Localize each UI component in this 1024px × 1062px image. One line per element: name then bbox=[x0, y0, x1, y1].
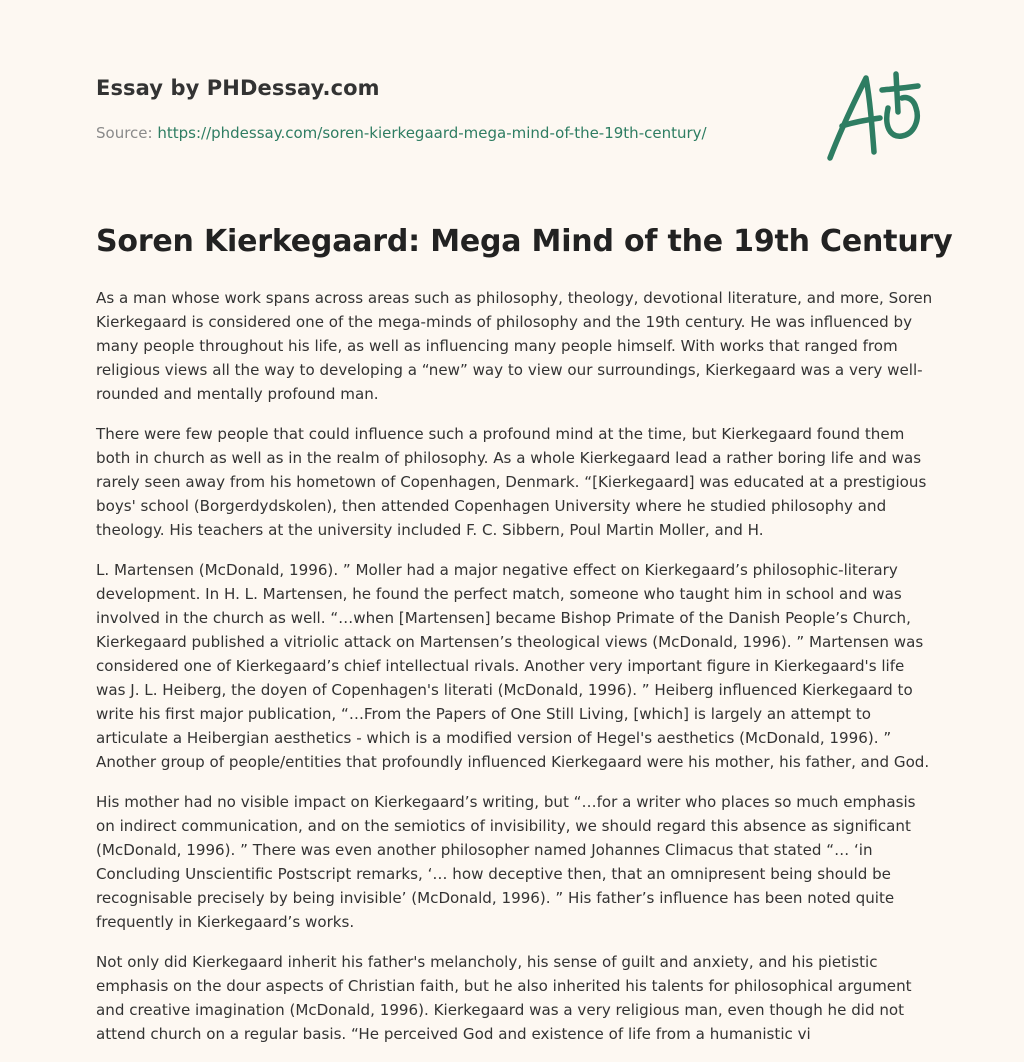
source-link[interactable]: https://phdessay.com/soren-kierkegaard-mega-mind-of-the-19th-century/ bbox=[157, 124, 707, 142]
essay-title: Soren Kierkegaard: Mega Mind of the 19th Century bbox=[96, 224, 953, 259]
source-label: Source: bbox=[96, 124, 153, 142]
source-line bbox=[96, 124, 707, 142]
paragraph: As a man whose work spans across areas such as philosophy, theology, devotional literature, and more, Soren Kierkegaard is considered one of the mega-minds of philosophy and the 19th century. He was influenced by many people throughout his life, as well as influencing many people himself. With works that ranged from religious views all the way to developing a “new” way to view our surroundings, Kierkegaard was a very well-rounded and mentally profound man. bbox=[96, 289, 933, 403]
paragraph: His mother had no visible impact on Kierkegaard’s writing, but “…for a writer who places so much emphasis on indirect communication, and on the semiotics of invisibility, we should regard this absence as significant (McDonald, 1996). ” There was even another philosopher named Johannes Climacus that stated “… ‘in Concluding Unscientific Postscript remarks, ‘… how deceptive then, that an omnipresent being should be recognisable precisely by being invisible’ (McDonald, 1996). ” His father’s influence has been noted quite frequently in Kierkegaard’s works. bbox=[96, 793, 916, 931]
brand-title: Essay by PHDessay.com bbox=[96, 76, 380, 100]
essay-body bbox=[96, 286, 934, 1062]
a-plus-logo-icon bbox=[824, 68, 924, 164]
paragraph: L. Martensen (McDonald, 1996). ” Moller had a major negative effect on Kierkegaard’s philosophic-literary development. In H. L. Martensen, he found the perfect match, someone who taught him in school and was involved in the church as well. “…when [Martensen] became Bishop Primate of the Danish People’s Church, Kierkegaard published a vitriolic attack on Martensen’s theological views (McDonald, 1996). ” Martensen was considered one of Kierkegaard’s chief intellectual rivals. Another very important figure in Kierkegaard's life was J. L. Heiberg, the doyen of Copenhagen's literati (McDonald, 1996). ” Heiberg influenced Kierkegaard to write his first major publication, “…From the Papers of One Still Living, [which] is largely an attempt to articulate a Heibergian aesthetics - which is a modified version of Hegel's aesthetics (McDonald, 1996). ” Another group of people/entities that profoundly influenced Kierkegaard were his mother, his father, and God. bbox=[96, 561, 930, 771]
paragraph: Not only did Kierkegaard inherit his father's melancholy, his sense of guilt and anxiety, and his pietistic emphasis on the dour aspects of Christian faith, but he also inherited his talents for philosophical argument and creative imagination (McDonald, 1996). Kierkegaard was a very religious man, even though he did not attend church on a regular basis. “He perceived God and existence of life from a humanistic vi bbox=[96, 953, 912, 1043]
paragraph: There were few people that could influence such a profound mind at the time, but Kierkegaard found them both in church as well as in the realm of philosophy. As a whole Kierkegaard lead a rather boring life and was rarely seen away from his hometown of Copenhagen, Denmark. “[Kierkegaard] was educated at a prestigious boys' school (Borgerdydskolen), then attended Copenhagen University where he studied philosophy and theology. His teachers at the university included F. C. Sibbern, Poul Martin Moller, and H. bbox=[96, 425, 927, 539]
